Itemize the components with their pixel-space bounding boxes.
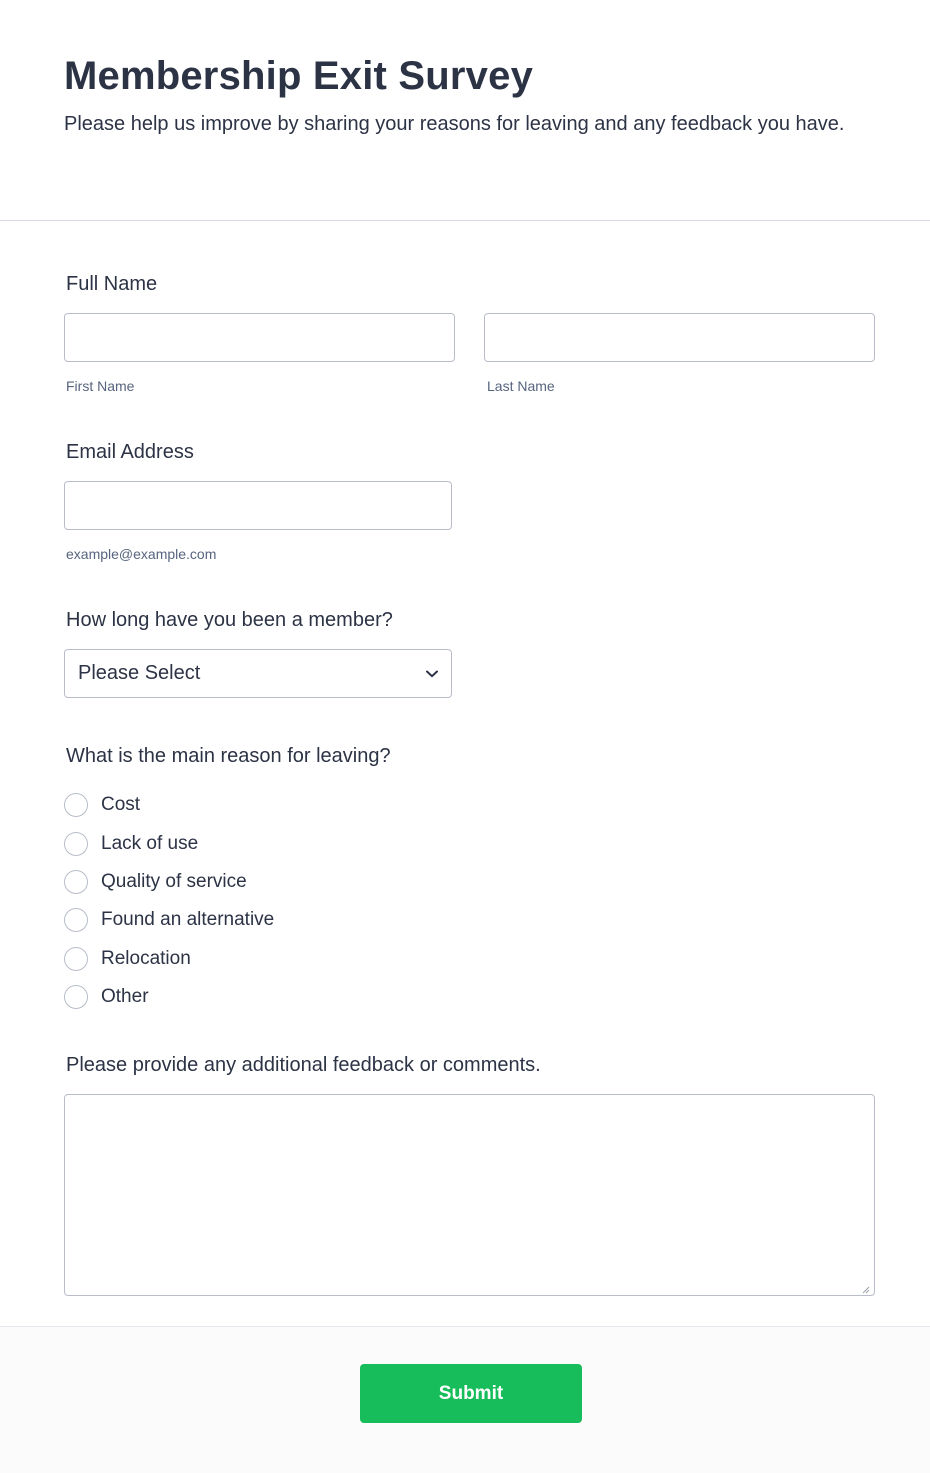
- radio-button[interactable]: [64, 870, 88, 894]
- reason-option-found-alternative[interactable]: [64, 901, 274, 939]
- reason-option-other[interactable]: [64, 978, 274, 1016]
- reason-option-label: Quality of service: [101, 870, 247, 892]
- reason-label: What is the main reason for leaving?: [66, 745, 391, 767]
- first-name-sublabel: First Name: [66, 378, 135, 394]
- last-name-sublabel: Last Name: [487, 378, 555, 394]
- submit-button[interactable]: Submit: [360, 1364, 582, 1423]
- reason-option-cost[interactable]: [64, 786, 274, 824]
- reason-option-label: Relocation: [101, 947, 191, 969]
- resize-grip-icon[interactable]: [860, 1281, 870, 1291]
- radio-button[interactable]: [64, 985, 88, 1009]
- reason-option-label: Found an alternative: [101, 909, 275, 931]
- membership-length-select[interactable]: [64, 649, 452, 698]
- reason-option-quality-of-service[interactable]: [64, 863, 274, 901]
- feedback-label: Please provide any additional feedback or comments.: [66, 1054, 541, 1076]
- email-label: Email Address: [66, 441, 194, 463]
- reason-radio-group: [64, 786, 274, 1016]
- reason-option-relocation[interactable]: [64, 940, 274, 978]
- form-title: Membership Exit Survey: [64, 54, 534, 98]
- membership-length-label: How long have you been a member?: [66, 609, 393, 631]
- radio-button[interactable]: [64, 908, 88, 932]
- first-name-input[interactable]: [64, 313, 455, 362]
- last-name-input[interactable]: [484, 313, 875, 362]
- chevron-down-icon: [425, 669, 439, 679]
- radio-button[interactable]: [64, 947, 88, 971]
- feedback-textarea[interactable]: [64, 1094, 875, 1296]
- header-divider: [0, 220, 930, 221]
- radio-button[interactable]: [64, 793, 88, 817]
- radio-button[interactable]: [64, 832, 88, 856]
- form-header: [64, 52, 864, 140]
- email-sublabel: example@example.com: [66, 546, 217, 562]
- form-subtitle: Please help us improve by sharing your reasons for leaving and any feedback you have.: [64, 113, 845, 135]
- full-name-label: Full Name: [66, 273, 158, 295]
- reason-option-label: Other: [101, 986, 149, 1008]
- email-input[interactable]: [64, 481, 452, 530]
- reason-option-label: Lack of use: [101, 832, 199, 854]
- reason-option-lack-of-use[interactable]: [64, 824, 274, 862]
- membership-length-selected: Please Select: [78, 662, 201, 684]
- reason-option-label: Cost: [101, 794, 141, 816]
